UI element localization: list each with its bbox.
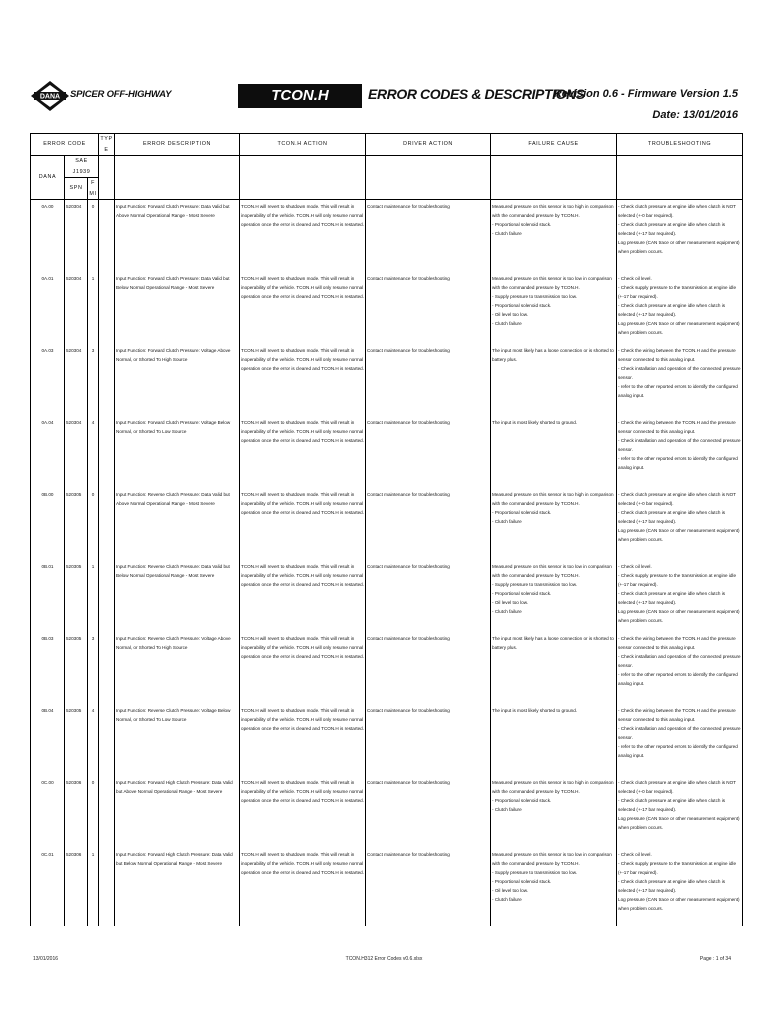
col-tcon-action: TCON.H ACTION — [240, 134, 366, 156]
table-row-continuation — [31, 920, 743, 926]
error-codes-table — [30, 133, 743, 926]
fmi: 0 — [88, 200, 99, 273]
svg-text:DANA: DANA — [39, 93, 61, 101]
col-spn: SPN — [65, 178, 88, 200]
col-error-description: ERROR DESCRIPTION — [115, 134, 240, 156]
tcon-action: TCON.H will revert to shutdown mode. This will result in inoperability of the vehicle. TCON.H will only resume normal operation once the error is cleared and TCON.H is restarted. — [240, 776, 366, 848]
dana-code: 0B.01 — [31, 560, 65, 632]
tcon-action: TCON.H will revert to shutdown mode. This will result in inoperability of the vehicle. TCON.H will only resume normal operation once the error is cleared and TCON.H is restarted. — [240, 416, 366, 488]
dana-code: 0A.04 — [31, 416, 65, 488]
table-row — [31, 488, 743, 560]
troubleshooting: - Check oil level. - Check supply pressure to the transmission at engine idle (+-17 bar required). - Check clutch pressure at engine idle when clutch is selected (+-17 bar required). Log pressure (CAN trace or other measurement equipment) when problem occurs. — [617, 272, 743, 344]
troubleshooting: - Check clutch pressure at engine idle when clutch is NOT selected (+-0 bar required). - Check clutch pressure at engine idle when clutch is selected (+-17 bar required). Log pressure (CAN trace or other measurement equipment) when problem occurs. — [617, 776, 743, 848]
dana-diamond-icon — [30, 80, 70, 112]
type — [99, 416, 115, 488]
table-row — [31, 560, 743, 632]
troubleshooting: - Check oil level. - Check supply pressure to the transmission at engine idle (+-17 bar required). - Check clutch pressure at engine idle when clutch is selected (+-17 bar required). Log pressure (CAN trace or other measurement equipment) when problem occurs. — [617, 848, 743, 920]
fmi: 0 — [88, 776, 99, 848]
type — [99, 200, 115, 273]
fmi: 1 — [88, 560, 99, 632]
driver-action: Contact maintenance for troubleshooting — [366, 200, 491, 273]
failure-cause: The input is most likely shorted to ground. — [491, 704, 617, 776]
type — [99, 488, 115, 560]
driver-action: Contact maintenance for troubleshooting — [366, 776, 491, 848]
fmi: 0 — [88, 488, 99, 560]
dana-code: 0C.01 — [31, 848, 65, 920]
table-row — [31, 848, 743, 920]
spn: 520305 — [65, 632, 88, 704]
spn: 520304 — [65, 344, 88, 416]
type — [99, 632, 115, 704]
fmi: 3 — [88, 632, 99, 704]
type — [99, 560, 115, 632]
tcon-action: TCON.H will revert to shutdown mode. This will result in inoperability of the vehicle. TCON.H will only resume normal operation once the error is cleared and TCON.H is restarted. — [240, 704, 366, 776]
fmi: 4 — [88, 704, 99, 776]
dana-code: 0A.01 — [31, 272, 65, 344]
error-description: Input Function: Reverse Clutch Pressure: Voltage Below Normal, or Shorted To Low Source — [115, 704, 240, 776]
table-row — [31, 704, 743, 776]
col-error-code: ERROR CODE — [31, 134, 99, 156]
driver-action: Contact maintenance for troubleshooting — [366, 704, 491, 776]
spn: 520305 — [65, 488, 88, 560]
driver-action: Contact maintenance for troubleshooting — [366, 344, 491, 416]
error-description: Input Function: Reverse Clutch Pressure: Voltage Above Normal, or Shorted To High Source — [115, 632, 240, 704]
type — [99, 704, 115, 776]
type — [99, 344, 115, 416]
type — [99, 776, 115, 848]
document-title: ERROR CODES & DESCRIPTIONS — [368, 86, 585, 102]
dana-code: 0B.03 — [31, 632, 65, 704]
col-dana: DANA — [31, 156, 65, 200]
tcon-action: TCON.H will revert to shutdown mode. This will result in inoperability of the vehicle. TCON.H will only resume normal operation once the error is cleared and TCON.H is restarted. — [240, 632, 366, 704]
dana-code: 0A.03 — [31, 344, 65, 416]
failure-cause: Measured pressure on this sensor is too low in comparison with the commanded pressure by TCON.H. - Supply pressure to transmission too low. - Proportional solenoid stuck. - Oil level too low. - Clutch failure — [491, 848, 617, 920]
driver-action: Contact maintenance for troubleshooting — [366, 488, 491, 560]
error-description: Input Function: Forward High Clutch Pressure: Data Valid but Below Normal Operational Range - Most Severe — [115, 848, 240, 920]
tcon-action: TCON.H will revert to shutdown mode. This will result in inoperability of the vehicle. TCON.H will only resume normal operation once the error is cleared and TCON.H is restarted. — [240, 848, 366, 920]
tcon-action: TCON.H will revert to shutdown mode. This will result in inoperability of the vehicle. TCON.H will only resume normal operation once the error is cleared and TCON.H is restarted. — [240, 200, 366, 273]
dana-code: 0C.00 — [31, 776, 65, 848]
troubleshooting: - Check clutch pressure at engine idle when clutch is NOT selected (+-0 bar required). - Check clutch pressure at engine idle when clutch is selected (+-17 bar required). Log pressure (CAN trace or other measurement equipment) when problem occurs. — [617, 200, 743, 273]
driver-action: Contact maintenance for troubleshooting — [366, 560, 491, 632]
dana-spicer-logo — [30, 80, 180, 114]
driver-action: Contact maintenance for troubleshooting — [366, 272, 491, 344]
failure-cause: Measured pressure on this sensor is too high in comparison with the commanded pressure by TCON.H. - Proportional solenoid stuck. - Clutch failure — [491, 776, 617, 848]
spn: 520304 — [65, 272, 88, 344]
driver-action: Contact maintenance for troubleshooting — [366, 632, 491, 704]
tcon-action: TCON.H will revert to shutdown mode. This will result in inoperability of the vehicle. TCON.H will only resume normal operation once the error is cleared and TCON.H is restarted. — [240, 560, 366, 632]
troubleshooting: - Check oil level. - Check supply pressure to the transmission at engine idle (+-17 bar required). - Check clutch pressure at engine idle when clutch is selected (+-17 bar required). Log pressure (CAN trace or other measurement equipment) when problem occurs. — [617, 560, 743, 632]
tcon-action: TCON.H will revert to shutdown mode. This will result in inoperability of the vehicle. TCON.H will only resume normal operation once the error is cleared and TCON.H is restarted. — [240, 488, 366, 560]
table-row — [31, 200, 743, 273]
table-row — [31, 416, 743, 488]
col-fmi: FMI — [88, 178, 99, 200]
dana-code: 0A.00 — [31, 200, 65, 273]
error-description: Input Function: Forward Clutch Pressure: Data Valid but Below Normal Operational Range - Most Severe — [115, 272, 240, 344]
failure-cause: The input is most likely shorted to ground. — [491, 416, 617, 488]
table-row — [31, 272, 743, 344]
revision-info: Revision 0.6 - Firmware Version 1.5 — [553, 88, 738, 100]
spn: 520304 — [65, 416, 88, 488]
fmi: 4 — [88, 416, 99, 488]
col-type: TYPE — [99, 134, 115, 156]
spn: 520304 — [65, 200, 88, 273]
error-description: Input Function: Forward Clutch Pressure: Voltage Below Normal, or Shorted To Low Source — [115, 416, 240, 488]
troubleshooting: - Check the wiring between the TCON.H and the pressure sensor connected to this analog input. - Check installation and operation of the connected pressure sensor. - refer to the other reported errors to identify the configured analog input. — [617, 632, 743, 704]
col-sae-j1939: SAE J1939 — [65, 156, 99, 178]
table-row — [31, 344, 743, 416]
spn: 520305 — [65, 704, 88, 776]
fmi: 1 — [88, 848, 99, 920]
failure-cause: The input most likely has a loose connection or is shorted to battery plus. — [491, 344, 617, 416]
tcon-action: TCON.H will revert to shutdown mode. This will result in inoperability of the vehicle. TCON.H will only resume normal operation once the error is cleared and TCON.H is restarted. — [240, 272, 366, 344]
failure-cause: Measured pressure on this sensor is too low in comparison with the commanded pressure by TCON.H. - Supply pressure to transmission too low. - Proportional solenoid stuck. - Oil level too low. - Clutch failure — [491, 272, 617, 344]
driver-action: Contact maintenance for troubleshooting — [366, 416, 491, 488]
failure-cause: Measured pressure on this sensor is too low in comparison with the commanded pressure by TCON.H. - Supply pressure to transmission too low. - Proportional solenoid stuck. - Oil level too low. - Clutch failure — [491, 560, 617, 632]
error-description: Input Function: Reverse Clutch Pressure: Data Valid but Above Normal Operational Range - Most Severe — [115, 488, 240, 560]
footer-page-number: Page : 1 of 34 — [699, 956, 731, 962]
error-description: Input Function: Forward Clutch Pressure: Data Valid but Above Normal Operational Range - Most Severe — [115, 200, 240, 273]
fmi: 3 — [88, 344, 99, 416]
col-driver-action: DRIVER ACTION — [366, 134, 491, 156]
table-row — [31, 776, 743, 848]
table-row — [31, 632, 743, 704]
footer-filename: TCON.H312 Error Codes v0.6.xlsx — [345, 956, 423, 962]
dana-code: 0B.04 — [31, 704, 65, 776]
error-rows — [31, 200, 743, 927]
dana-code: 0B.00 — [31, 488, 65, 560]
error-description: Input Function: Forward Clutch Pressure: Voltage Above Normal, or Shorted To High Source — [115, 344, 240, 416]
brand-text: SPICER OFF-HIGHWAY — [70, 89, 172, 100]
type — [99, 272, 115, 344]
failure-cause: The input most likely has a loose connection or is shorted to battery plus. — [491, 632, 617, 704]
fmi: 1 — [88, 272, 99, 344]
spn: 520305 — [65, 560, 88, 632]
error-description: Input Function: Reverse Clutch Pressure: Data Valid but Below Normal Operational Range - Most Severe — [115, 560, 240, 632]
troubleshooting: - Check the wiring between the TCON.H and the pressure sensor connected to this analog input. - Check installation and operation of the connected pressure sensor. - refer to the other reported errors to identify the configured analog input. — [617, 416, 743, 488]
failure-cause: Measured pressure on this sensor is too high in comparison with the commanded pressure by TCON.H. - Proportional solenoid stuck. - Clutch failure — [491, 200, 617, 273]
failure-cause: Measured pressure on this sensor is too high in comparison with the commanded pressure by TCON.H. - Proportional solenoid stuck. - Clutch failure — [491, 488, 617, 560]
troubleshooting: - Check the wiring between the TCON.H and the pressure sensor connected to this analog input. - Check installation and operation of the connected pressure sensor. - refer to the other reported errors to identify the configured analog input. — [617, 704, 743, 776]
type — [99, 848, 115, 920]
product-name: TCON.H — [238, 84, 362, 108]
error-description: Input Function: Forward High Clutch Pressure: Data Valid but Above Normal Operational Range - Most Severe — [115, 776, 240, 848]
page-header — [0, 0, 768, 125]
col-troubleshooting: TROUBLESHOOTING — [617, 134, 743, 156]
spn: 520306 — [65, 776, 88, 848]
troubleshooting: - Check clutch pressure at engine idle when clutch is NOT selected (+-0 bar required). - Check clutch pressure at engine idle when clutch is selected (+-17 bar required). Log pressure (CAN trace or other measurement equipment) when problem occurs. — [617, 488, 743, 560]
document-date: Date: 13/01/2016 — [652, 109, 738, 121]
footer-date: 13/01/2016 — [33, 956, 59, 962]
col-failure-cause: FAILURE CAUSE — [491, 134, 617, 156]
spn: 520306 — [65, 848, 88, 920]
troubleshooting: - Check the wiring between the TCON.H and the pressure sensor connected to this analog input. - Check installation and operation of the connected pressure sensor. - refer to the other reported errors to identify the configured analog input. — [617, 344, 743, 416]
tcon-action: TCON.H will revert to shutdown mode. This will result in inoperability of the vehicle. TCON.H will only resume normal operation once the error is cleared and TCON.H is restarted. — [240, 344, 366, 416]
driver-action: Contact maintenance for troubleshooting — [366, 848, 491, 920]
